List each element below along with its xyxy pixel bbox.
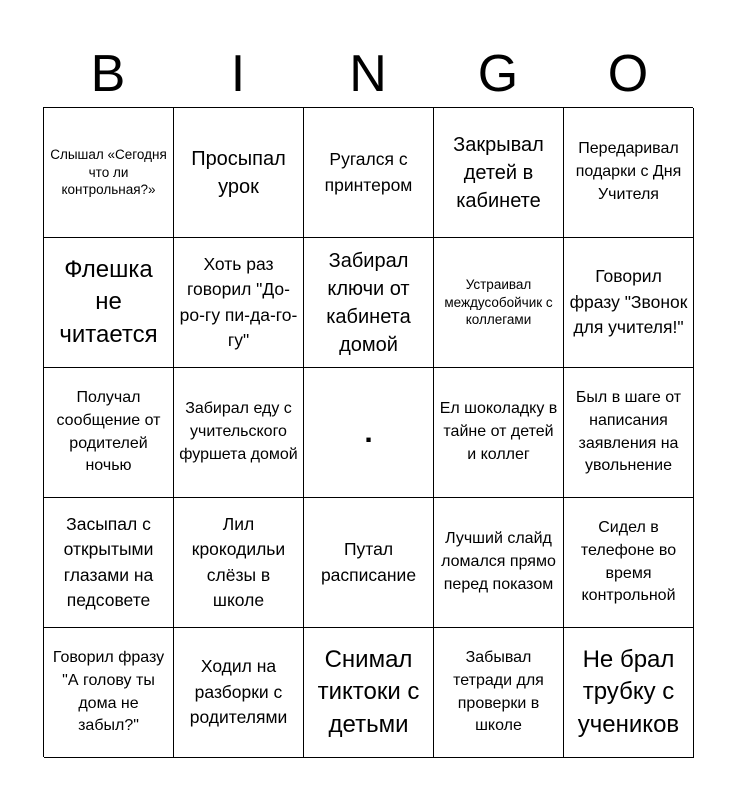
bingo-cell[interactable] (304, 628, 434, 758)
bingo-cell[interactable] (434, 628, 564, 758)
cell-text: Сидел в телефоне во время контрольной (580, 519, 677, 605)
bingo-cell[interactable] (434, 238, 564, 368)
bingo-cell[interactable] (44, 628, 174, 758)
bingo-cell[interactable] (434, 368, 564, 498)
bingo-cell[interactable] (44, 368, 174, 498)
bingo-cell[interactable] (174, 628, 304, 758)
cell-text: Устраивал междусобойчик с коллегами (444, 277, 553, 328)
bingo-cell[interactable] (434, 498, 564, 628)
bingo-cell[interactable] (174, 368, 304, 498)
cell-text: Не брал трубку с учеников (577, 645, 680, 738)
header-letter-n: N (349, 45, 387, 103)
cell-text: Лил крокодильи слёзы в школе (191, 513, 286, 610)
free-space-mark: . (364, 415, 373, 449)
bingo-cell[interactable] (174, 108, 304, 238)
bingo-cell[interactable] (304, 498, 434, 628)
cell-text: Получал сообщение от родителей ночью (56, 389, 161, 475)
bingo-cell[interactable] (564, 108, 694, 238)
bingo-cell[interactable] (174, 498, 304, 628)
cell-text: Был в шаге от написания заявления на увольнение (575, 389, 682, 475)
bingo-cell[interactable] (44, 238, 174, 368)
cell-text: Забирал ключи от кабинета домой (326, 249, 411, 356)
cell-text: Закрывал детей в кабинете (453, 133, 544, 212)
cell-text: Ходил на разборки с родителями (189, 656, 288, 728)
cell-text: Лучший слайд ломался прямо перед показом (441, 530, 556, 593)
cell-text: Забывал тетради для проверки в школе (453, 649, 544, 735)
cell-text: Снимал тиктоки с детьми (317, 645, 420, 738)
bingo-header (43, 40, 693, 108)
cell-text: Просыпал урок (191, 147, 286, 198)
bingo-cell[interactable] (564, 238, 694, 368)
cell-text: Передаривал подарки с Дня Учителя (575, 140, 682, 203)
header-letter-o: O (607, 45, 649, 103)
cell-text: Ругался с принтером (324, 149, 413, 195)
free-space-cell[interactable] (304, 368, 434, 498)
cell-text: Говорил фразу "Звонок для учителя!" (569, 266, 688, 338)
header-letter-i: I (230, 45, 246, 103)
cell-text: Флешка не читается (59, 255, 158, 348)
cell-text: Слышал «Сегодня что ли контрольная?» (50, 147, 167, 198)
bingo-cell[interactable] (304, 108, 434, 238)
bingo-cell[interactable] (564, 368, 694, 498)
cell-text: Говорил фразу "А голову ты дома не забыл?" (52, 649, 165, 735)
header-letter-g: G (477, 45, 519, 103)
bingo-cell[interactable] (44, 108, 174, 238)
bingo-cell[interactable] (564, 498, 694, 628)
bingo-cell[interactable] (174, 238, 304, 368)
bingo-cell[interactable] (44, 498, 174, 628)
cell-text: Путал расписание (320, 539, 417, 585)
bingo-cell[interactable] (434, 108, 564, 238)
header-letter-b: B (90, 45, 126, 103)
cell-text: Засыпал с открытыми глазами на педсовете (63, 513, 154, 610)
bingo-board (43, 107, 693, 757)
cell-text: Ел шоколадку в тайне от детей и коллег (439, 400, 558, 463)
cell-text: Хоть раз говорил "До-ро-гу пи-да-го-гу" (179, 253, 298, 350)
cell-text: Забирал еду с учительского фуршета домой (179, 400, 298, 463)
bingo-cell[interactable] (564, 628, 694, 758)
bingo-cell[interactable] (304, 238, 434, 368)
